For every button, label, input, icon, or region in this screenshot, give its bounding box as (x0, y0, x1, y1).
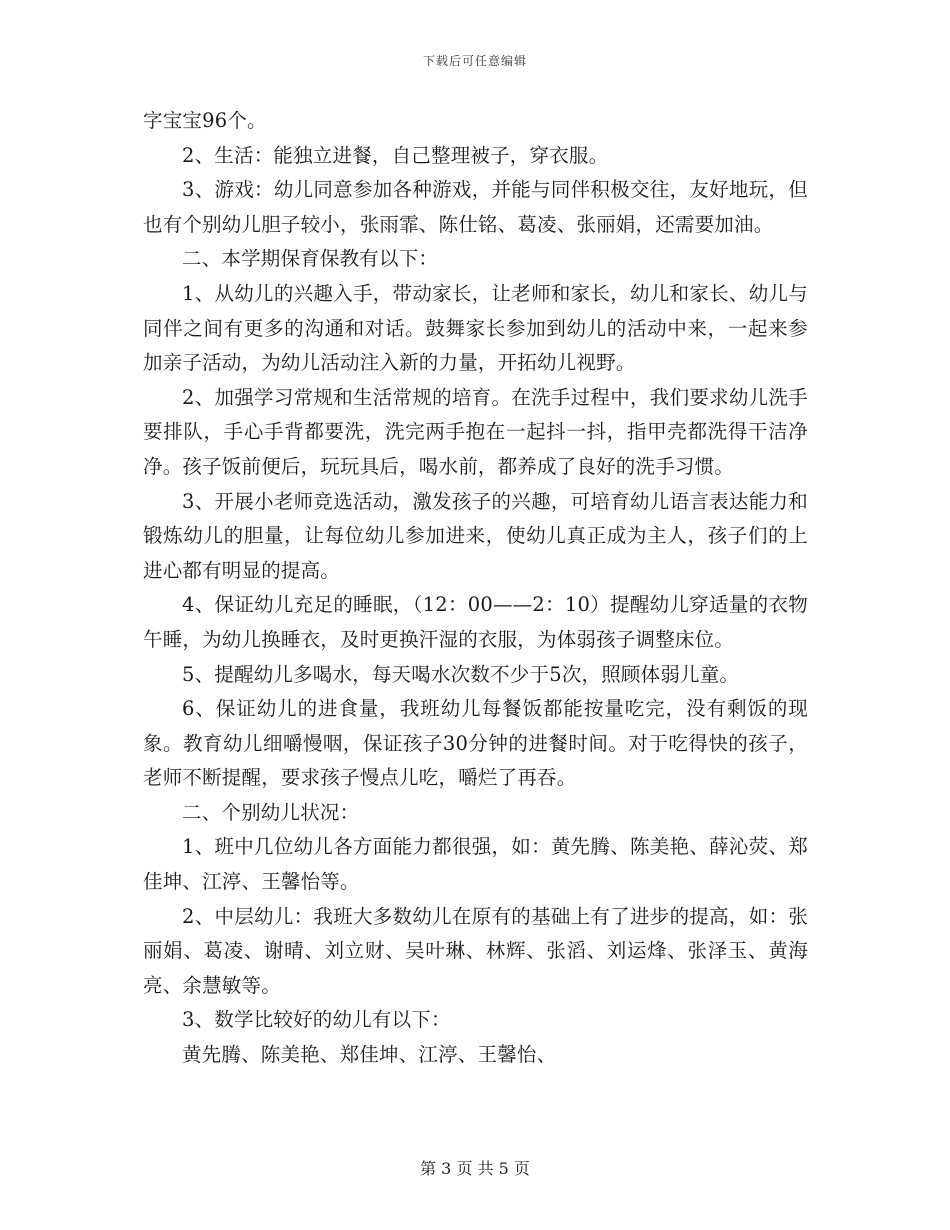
paragraph: 1、从幼儿的兴趣入手，带动家长，让老师和家长，幼儿和家长、幼儿与同伴之间有更多的沟通和对话。鼓舞家长参加到幼儿的活动中来，一起来参加亲子活动，为幼儿活动注入新的力量，开拓幼儿视野。 (143, 281, 808, 375)
paragraph: 3、数学比较好的幼儿有以下： (182, 1008, 451, 1032)
paragraph: 字宝宝96个。 (143, 109, 267, 132)
document-body (143, 104, 808, 1073)
page-footer: 第 3 页 共 5 页 (420, 1159, 530, 1178)
paragraph: 4、保证幼儿充足的睡眠，（12：00——2：10）提醒幼儿穿适量的衣物午睡，为幼儿换睡衣，及时更换汗湿的衣服，为体弱孩子调整床位。 (143, 593, 808, 651)
paragraph: 2、生活：能独立进餐，自己整理被子，穿衣服。 (182, 143, 609, 167)
section-heading: 二、本学期保育保教有以下： (182, 247, 439, 271)
paragraph: 3、开展小老师竞选活动，激发孩子的兴趣，可培育幼儿语言表达能力和锻炼幼儿的胆量，让每位幼儿参加进来，使幼儿真正成为主人，孩子们的上进心都有明显的提高。 (143, 489, 808, 582)
paragraph: 黄先腾、陈美艳、郑佳坤、江渟、王馨怡、 (182, 1043, 557, 1067)
section-heading: 二、个别幼儿状况： (182, 800, 360, 824)
paragraph: 5、提醒幼儿多喝水，每天喝水次数不少于5次，照顾体弱儿童。 (182, 662, 740, 686)
paragraph: 1、班中几位幼儿各方面能力都很强，如：黄先腾、陈美艳、薛沁荧、郑佳坤、江渟、王馨怡等。 (143, 835, 808, 894)
paragraph: 2、加强学习常规和生活常规的培育。在洗手过程中，我们要求幼儿洗手要排队，手心手背都要洗，洗完两手抱在一起抖一抖，指甲壳都洗得干洁净净。孩子饭前便后，玩玩具后，喝水前，都养成了良好的洗手习惯。 (143, 385, 808, 478)
page-header: 下载后可任意编辑 (422, 54, 527, 68)
paragraph: 3、游戏：幼儿同意参加各种游戏，并能与同伴积极交往，友好地玩，但也有个别幼儿胆子较小，张雨霏、陈仕铭、葛凌、张丽娟，还需要加油。 (143, 178, 808, 236)
paragraph: 2、中层幼儿：我班大多数幼儿在原有的基础上有了进步的提高，如：张丽娟、葛凌、谢晴、刘立财、吴叶琳、林辉、张滔、刘运烽、张泽玉、黄海亮、余慧敏等。 (143, 904, 808, 997)
paragraph: 6、保证幼儿的进食量，我班幼儿每餐饭都能按量吃完，没有剩饭的现象。教育幼儿细嚼慢咽，保证孩子30分钟的进餐时间。对于吃得快的孩子，老师不断提醒，要求孩子慢点儿吃，嚼烂了再吞。 (143, 697, 808, 790)
